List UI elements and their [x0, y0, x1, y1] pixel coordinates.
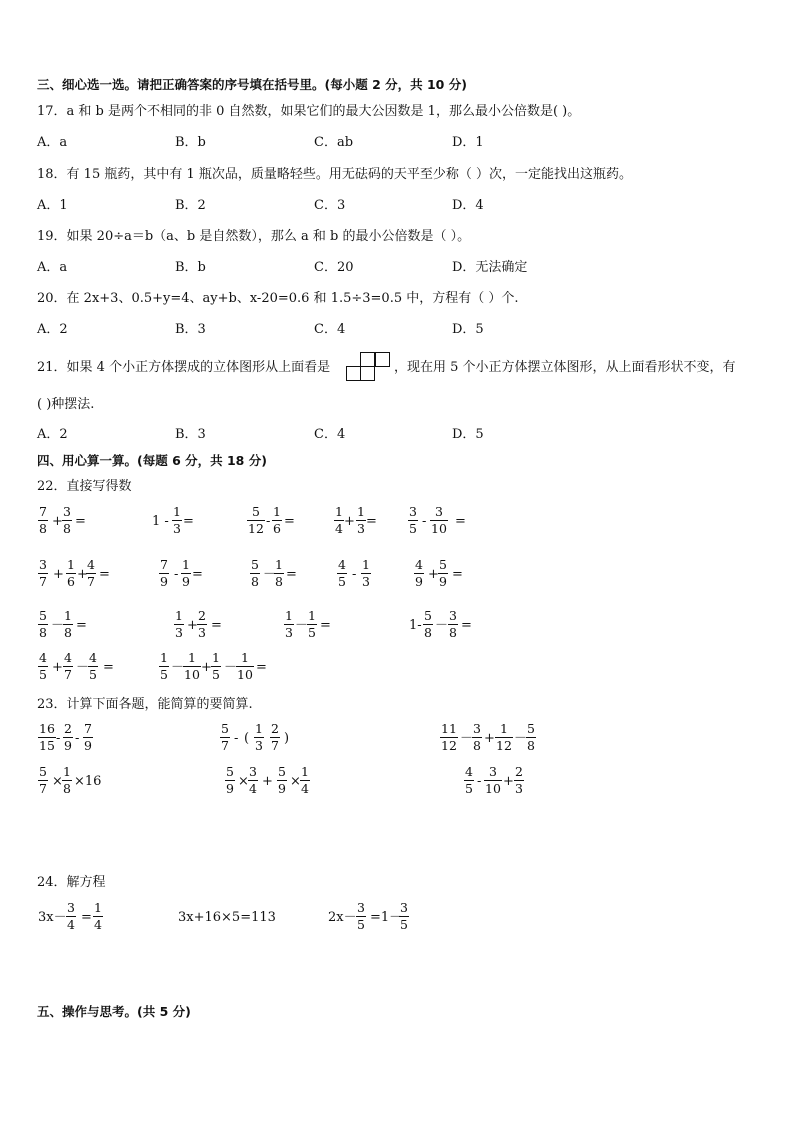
fraction: 4 7 [87, 557, 95, 589]
fraction: 3 5 [409, 504, 417, 536]
q21-option-a: A．2 [37, 427, 68, 442]
equals-sign: = [284, 514, 295, 529]
minus-sign: - [352, 567, 357, 582]
fraction: 5 7 [221, 721, 229, 753]
minus-sign: - [174, 567, 179, 582]
section4-title: 四、用心算一算。(每题 6 分，共 18 分) [37, 453, 267, 468]
q17-option-b: B．b [175, 135, 206, 150]
fraction: 11 12 [441, 721, 457, 753]
q24-title: 24．解方程 [37, 875, 106, 890]
minus-sign: - [266, 514, 271, 529]
minus-sign: － [76, 660, 90, 675]
left-paren: ( [244, 731, 250, 746]
times-sixteen: ×16 [74, 774, 102, 789]
minus-sign: － [171, 660, 185, 675]
minus-sign: - [422, 514, 427, 529]
q20-option-c: C．4 [314, 322, 346, 337]
fraction: 4 9 [415, 557, 423, 589]
fraction: 2 9 [64, 721, 72, 753]
fraction: 3 10 [485, 764, 501, 796]
q20-option-a: A．2 [37, 322, 68, 337]
q19-option-d: D．无法确定 [452, 260, 528, 275]
fraction: 1 4 [301, 764, 309, 796]
minus-sign: － [224, 660, 238, 675]
q18-option-c: C．3 [314, 198, 346, 213]
fraction: 3 7 [39, 557, 47, 589]
times-sign: × [290, 774, 301, 789]
q17-option-a: A．a [37, 135, 68, 150]
equals-sign: = [99, 567, 110, 582]
fraction: 4 7 [64, 650, 72, 682]
q17-stem: 17．a 和 b 是两个不相同的非 0 自然数，如果它们的最大公因数是 1，那么最小公倍数是( )。 [37, 104, 581, 119]
plus-sign: + [187, 618, 198, 633]
fraction: 1 8 [64, 608, 72, 640]
fraction: 4 5 [338, 557, 346, 589]
fraction: 1 8 [63, 764, 71, 796]
q22-title: 22．直接写得数 [37, 479, 132, 494]
fraction: 5 8 [527, 721, 535, 753]
minus-sign: － [295, 618, 309, 633]
equals-sign: = [366, 514, 377, 529]
plus-sign: + [53, 567, 64, 582]
minus-sign: － [514, 731, 528, 746]
q17-option-c: C．ab [314, 135, 354, 150]
minus-sign: - [75, 731, 80, 746]
equals-sign: = [286, 567, 297, 582]
fraction: 1 6 [273, 504, 281, 536]
equals-sign: = [183, 514, 194, 529]
fraction: 5 9 [226, 764, 234, 796]
plus-sign: + [503, 774, 514, 789]
times-sign: × [238, 774, 249, 789]
fraction: 1 4 [94, 900, 102, 932]
q19-option-a: A．a [37, 260, 68, 275]
fraction: 1 6 [67, 557, 75, 589]
fraction: 1 3 [175, 608, 183, 640]
minus-sign: － [435, 618, 449, 633]
fraction: 5 8 [424, 608, 432, 640]
fraction: 3 8 [473, 721, 481, 753]
plus-sign: + [52, 514, 63, 529]
q20-option-d: D．5 [452, 322, 484, 337]
equals-sign: = [75, 514, 86, 529]
fraction: 3 5 [357, 900, 365, 932]
plus-sign: + [262, 774, 273, 789]
q21-stem-part3: ( )种摆法. [37, 397, 95, 412]
fraction: 1 5 [212, 650, 220, 682]
fraction: 5 12 [248, 504, 264, 536]
plus-sign: + [77, 567, 88, 582]
equals-sign: = [103, 660, 114, 675]
section5-title: 五、操作与思考。(共 5 分) [37, 1004, 191, 1019]
fraction: 2 3 [198, 608, 206, 640]
q21-stem-part1: 21．如果 4 个小正方体摆成的立体图形从上面看是 [37, 360, 331, 375]
equals-sign: = [76, 618, 87, 633]
q17-option-d: D．1 [452, 135, 484, 150]
fraction: 7 8 [39, 504, 47, 536]
fraction: 16 15 [39, 721, 55, 753]
section3-title: 三、细心选一选。请把正确答案的序号填在括号里。(每小题 2 分，共 10 分) [37, 77, 467, 92]
minus-sign: - [56, 731, 61, 746]
fraction: 4 5 [39, 650, 47, 682]
fraction: 1 12 [496, 721, 512, 753]
equation-a-left: 3x－ [38, 910, 67, 925]
fraction: 3 4 [67, 900, 75, 932]
equals-sign: = [320, 618, 331, 633]
fraction: 1 5 [160, 650, 168, 682]
equals-sign: = [452, 567, 463, 582]
fraction: 3 10 [431, 504, 447, 536]
fraction: 1 10 [184, 650, 200, 682]
fraction: 1 3 [285, 608, 293, 640]
q19-option-b: B．b [175, 260, 206, 275]
fraction: 7 9 [160, 557, 168, 589]
equals-sign: = [81, 910, 92, 925]
fraction: 1 3 [362, 557, 370, 589]
times-sign: × [52, 774, 63, 789]
q20-option-b: B．3 [175, 322, 206, 337]
fraction: 7 9 [84, 721, 92, 753]
equation-c-mid: =1－ [370, 910, 403, 925]
fraction: 1 4 [335, 504, 343, 536]
fraction: 3 8 [63, 504, 71, 536]
fraction: 3 4 [249, 764, 257, 796]
q18-stem: 18．有 15 瓶药，其中有 1 瓶次品，质量略轻些。用无砝码的天平至少称（ ）次，一定能找出这瓶药。 [37, 167, 633, 182]
equals-sign: = [192, 567, 203, 582]
q21-option-b: B．3 [175, 427, 206, 442]
fraction: 5 8 [251, 557, 259, 589]
plus-sign: + [201, 660, 212, 675]
minus-sign: － [263, 567, 277, 582]
plus-sign: + [484, 731, 495, 746]
fraction: 1 10 [237, 650, 253, 682]
q21-stem-part2: ，现在用 5 个小正方体摆立体图形，从上面看形状不变，有 [394, 360, 736, 375]
fraction: 1 9 [182, 557, 190, 589]
q18-option-d: D．4 [452, 198, 484, 213]
q19-option-c: C．20 [314, 260, 354, 275]
fraction: 1 3 [173, 504, 181, 536]
fraction: 3 5 [400, 900, 408, 932]
q23-title: 23．计算下面各题，能简算的要简算. [37, 697, 253, 712]
equals-sign: = [256, 660, 267, 675]
equals-sign: = [461, 618, 472, 633]
q20-stem: 20．在 2x+3、0.5+y=4、ay+b、x-20=0.6 和 1.5÷3=0.5 中，方程有（ ）个. [37, 291, 519, 306]
fraction: 5 9 [278, 764, 286, 796]
one-minus: 1- [409, 618, 422, 633]
top-view-squares-figure [346, 352, 392, 382]
fraction: 1 8 [275, 557, 283, 589]
right-paren: ) [284, 731, 290, 746]
fraction: 5 7 [39, 764, 47, 796]
minus-sign: － [460, 731, 474, 746]
q19-stem: 19．如果 20÷a＝b（a、b 是自然数），那么 a 和 b 的最小公倍数是（ ）。 [37, 229, 471, 244]
fraction: 5 9 [439, 557, 447, 589]
fraction: 2 7 [271, 721, 279, 753]
equation-c-left: 2x－ [328, 910, 357, 925]
equation-b: 3x+16×5=113 [178, 910, 276, 925]
q21-option-d: D．5 [452, 427, 484, 442]
q18-option-b: B．2 [175, 198, 206, 213]
equals-sign: = [455, 514, 466, 529]
fraction: 1 3 [357, 504, 365, 536]
equals-sign: = [211, 618, 222, 633]
q18-option-a: A．1 [37, 198, 68, 213]
plus-sign: + [428, 567, 439, 582]
q21-option-c: C．4 [314, 427, 346, 442]
minus-sign: - [234, 731, 239, 746]
plus-sign: + [52, 660, 63, 675]
fraction: 3 8 [449, 608, 457, 640]
minus-sign: - [477, 774, 482, 789]
fraction: 1 3 [255, 721, 263, 753]
fraction: 2 3 [515, 764, 523, 796]
fraction: 4 5 [89, 650, 97, 682]
fraction: 5 8 [39, 608, 47, 640]
minus-sign: － [51, 618, 65, 633]
fraction: 1 5 [308, 608, 316, 640]
fraction: 4 5 [465, 764, 473, 796]
plus-sign: + [344, 514, 355, 529]
one-minus: 1 - [152, 514, 169, 529]
